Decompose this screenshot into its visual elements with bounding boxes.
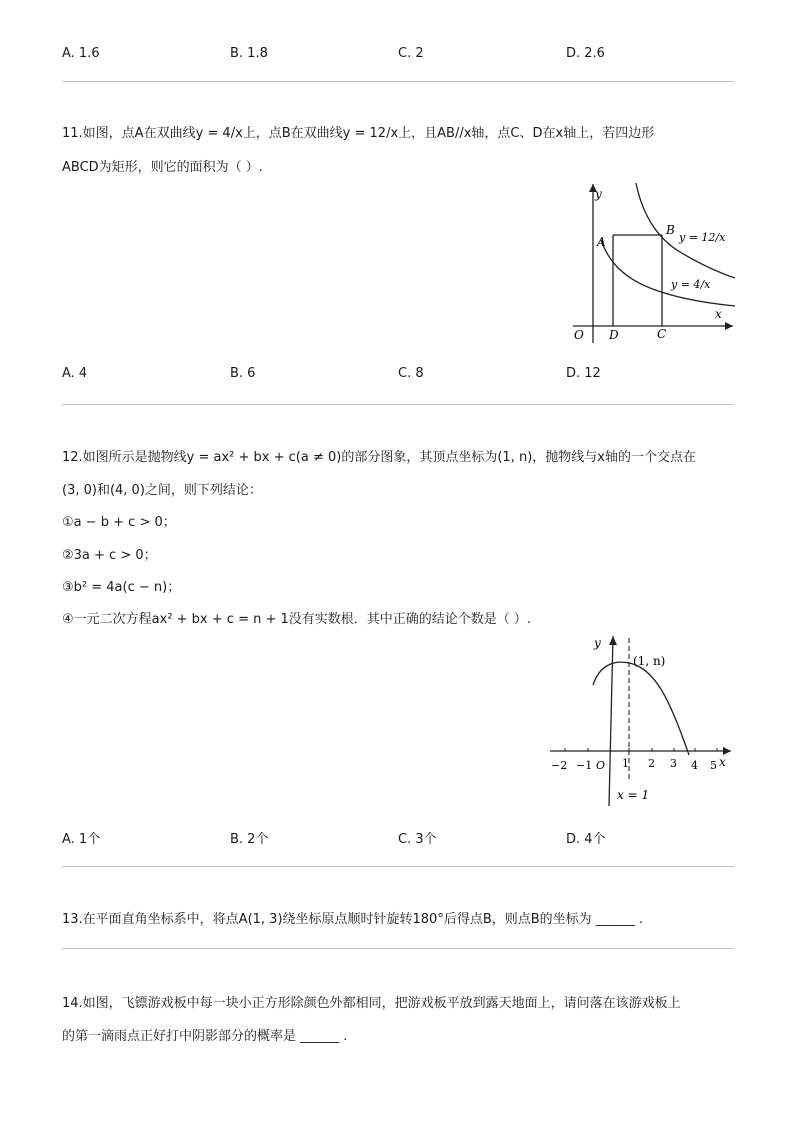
q12-tick-label: −2 xyxy=(551,759,568,772)
q12-tick-label: 2 xyxy=(648,757,655,770)
q11-point-a: A xyxy=(597,235,606,249)
divider xyxy=(62,404,734,405)
q11-axis-y: y xyxy=(595,187,602,201)
q14-stem-line1: 14.如图，飞镖游戏板中每一块小正方形除颜色外都相同，把游戏板平放到露天地面上，请问落在该游戏板上 xyxy=(62,996,681,1011)
q12-option-b: B. 2个 xyxy=(230,832,269,847)
q12-tick-label: O xyxy=(596,759,606,772)
q11-option-b: B. 6 xyxy=(230,366,256,381)
q12-statement-3: ③b² = 4a(c − n)； xyxy=(62,580,181,595)
q11-figure xyxy=(565,178,740,348)
q12-tick-label: 1 xyxy=(622,757,629,770)
q12-option-d: D. 4个 xyxy=(566,832,606,847)
q10-option-a: A. 1.6 xyxy=(62,46,100,61)
q11-point-d: D xyxy=(609,328,619,342)
q12-axis-x: x xyxy=(719,755,726,769)
q11-stem-line2: ABCD为矩形，则它的面积为（ ）. xyxy=(62,160,263,175)
q12-statement-2: ②3a + c > 0； xyxy=(62,548,157,563)
q12-tick-label: 3 xyxy=(670,757,677,770)
q10-option-b: B. 1.8 xyxy=(230,46,268,61)
q12-statement-4: ④一元二次方程ax² + bx + c = n + 1没有实数根．其中正确的结论个数是（ ）. xyxy=(62,612,532,627)
q10-option-d: D. 2.6 xyxy=(566,46,605,61)
q12-tick-label: 5 xyxy=(710,759,717,772)
q11-stem-line1: 11.如图，点A在双曲线y = 4/x上，点B在双曲线y = 12/x上，且AB//x轴，点C、D在x轴上，若四边形 xyxy=(62,126,655,141)
q12-tick-label: 4 xyxy=(691,759,698,772)
q12-symmetry-axis-label: x = 1 xyxy=(617,788,650,802)
q11-option-d: D. 12 xyxy=(566,366,601,381)
divider xyxy=(62,866,734,867)
q12-figure xyxy=(545,630,740,810)
q14-stem-line2: 的第一滴雨点正好打中阴影部分的概率是 ______ . xyxy=(62,1029,348,1044)
divider xyxy=(62,948,734,949)
q11-point-o: O xyxy=(574,328,584,342)
q11-point-c: C xyxy=(657,327,667,341)
q12-axis-y: y xyxy=(594,636,601,650)
divider xyxy=(62,81,734,82)
q11-point-b: B xyxy=(666,223,675,237)
q12-statement-1: ①a − b + c > 0； xyxy=(62,515,176,530)
q11-option-c: C. 8 xyxy=(398,366,424,381)
q11-curve-lower-label: y = 4/x xyxy=(671,278,711,291)
q11-axis-x: x xyxy=(715,307,722,321)
q12-option-a: A. 1个 xyxy=(62,832,101,847)
q11-curve-upper-label: y = 12/x xyxy=(679,231,726,244)
q12-stem-line1: 12.如图所示是抛物线y = ax² + bx + c(a ≠ 0)的部分图象，其顶点坐标为(1, n)，抛物线与x轴的一个交点在 xyxy=(62,450,696,465)
q10-option-c: C. 2 xyxy=(398,46,424,61)
q12-tick-label: −1 xyxy=(576,759,593,772)
q13-stem: 13.在平面直角坐标系中，将点A(1, 3)绕坐标原点顺时针旋转180°后得点B，则点B的坐标为 ______ . xyxy=(62,912,644,927)
q12-option-c: C. 3个 xyxy=(398,832,437,847)
q12-stem-line2: (3, 0)和(4, 0)之间，则下列结论： xyxy=(62,483,262,498)
q11-option-a: A. 4 xyxy=(62,366,88,381)
q12-vertex-label: (1, n) xyxy=(633,654,666,668)
